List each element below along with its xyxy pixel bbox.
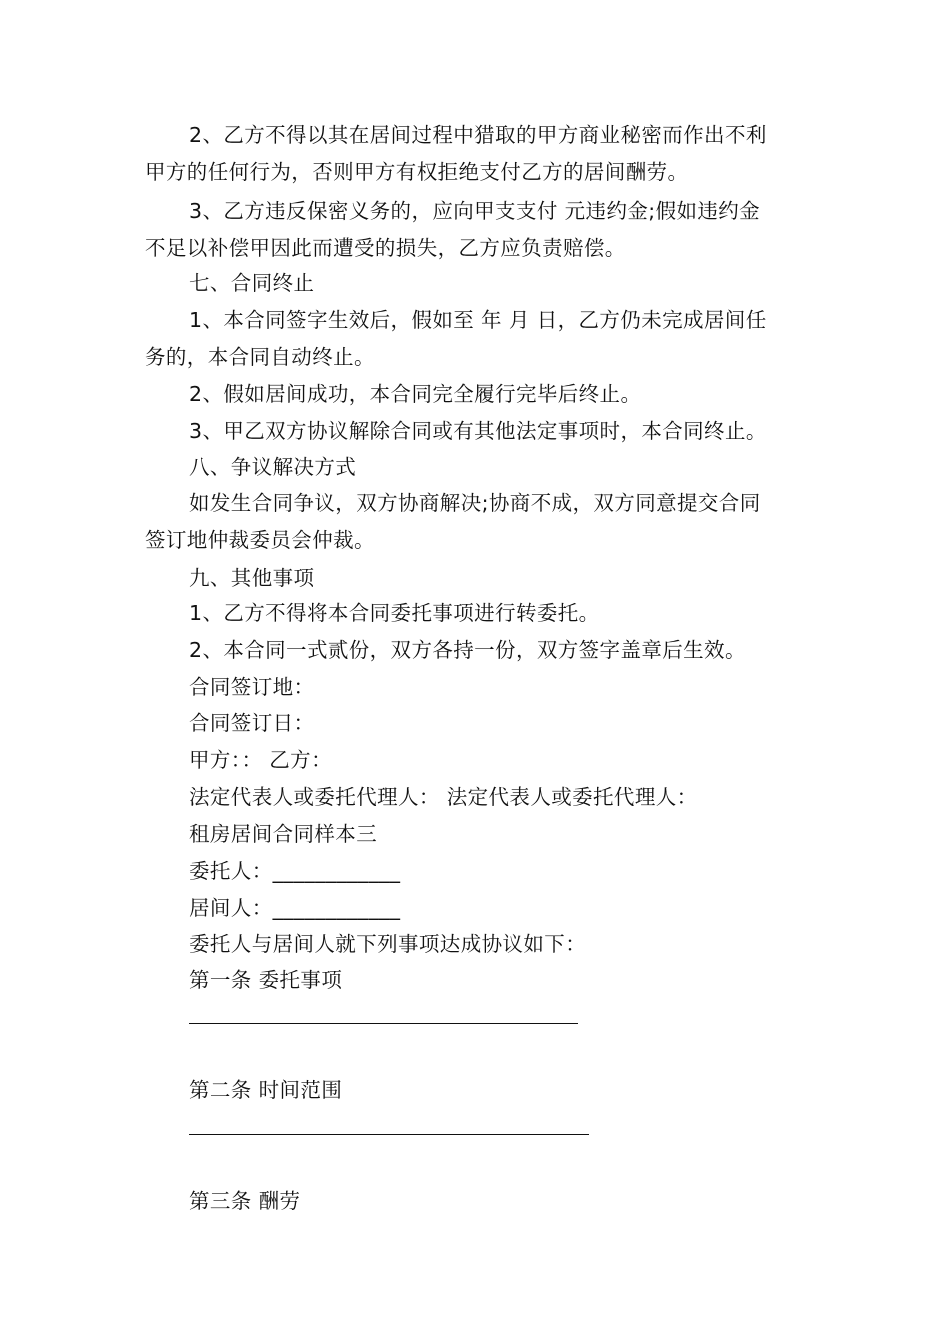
- text-line: 2、乙方不得以其在居间过程中猎取的甲方商业秘密而作出不利: [189, 123, 767, 147]
- section-heading: 九、其他事项: [189, 566, 315, 590]
- text-line: 合同签订地：: [189, 675, 315, 699]
- text-line: 3、甲乙双方协议解除合同或有其他法定事项时，本合同终止。: [189, 419, 767, 443]
- text-line: 签订地仲裁委员会仲裁。: [145, 528, 375, 552]
- text-line: 1、乙方不得将本合同委托事项进行转委托。: [189, 601, 600, 625]
- article-heading: 第二条 时间范围: [189, 1078, 343, 1102]
- text-line: 2、本合同一式贰份，双方各持一份，双方签字盖章后生效。: [189, 638, 746, 662]
- text-line: 法定代表人或委托代理人： 法定代表人或委托代理人：: [189, 785, 698, 809]
- blank-fill-line: [189, 1134, 589, 1135]
- article-heading: 第一条 委托事项: [189, 968, 343, 992]
- text-line: 不足以补偿甲因此而遭受的损失，乙方应负责赔偿。: [145, 236, 626, 260]
- text-line: 2、假如居间成功，本合同完全履行完毕后终止。: [189, 382, 642, 406]
- text-line: 合同签订日：: [189, 711, 315, 735]
- text-line: 居间人：____________: [189, 896, 401, 920]
- section-heading: 七、合同终止: [189, 271, 315, 295]
- text-line: 甲方的任何行为，否则甲方有权拒绝支付乙方的居间酬劳。: [145, 160, 689, 184]
- text-line: 1、本合同签字生效后，假如至 年 月 日，乙方仍未完成居间任: [189, 308, 767, 332]
- document-title: 租房居间合同样本三: [189, 822, 378, 846]
- text-line: 如发生合同争议，双方协商解决;协商不成，双方同意提交合同: [189, 491, 761, 515]
- article-heading: 第三条 酬劳: [189, 1189, 301, 1213]
- text-line: 甲方：： 乙方：: [189, 748, 332, 772]
- section-heading: 八、争议解决方式: [189, 455, 357, 479]
- text-line: 3、乙方违反保密义务的，应向甲支支付 元违约金;假如违约金: [189, 199, 761, 223]
- blank-fill-line: [189, 1023, 578, 1024]
- text-line: 务的，本合同自动终止。: [145, 345, 375, 369]
- text-line: 委托人：____________: [189, 859, 401, 883]
- text-line: 委托人与居间人就下列事项达成协议如下：: [189, 932, 587, 956]
